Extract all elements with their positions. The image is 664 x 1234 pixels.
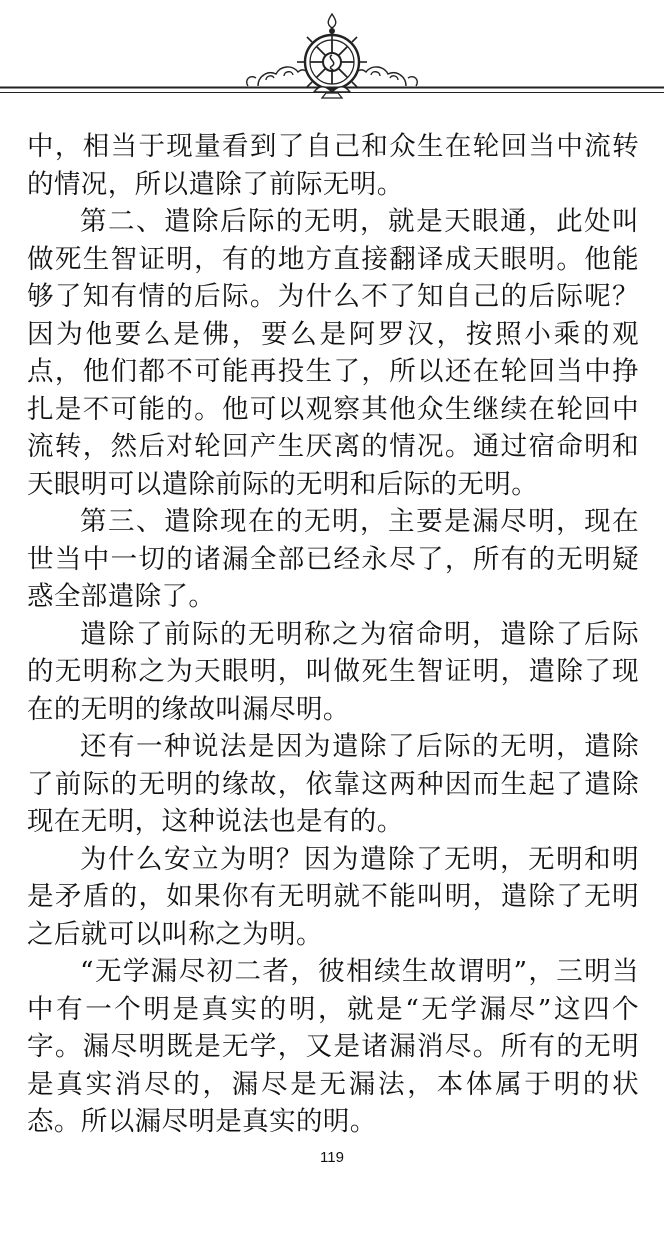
paragraph-6: 为什么安立为明？因为遣除了无明，无明和明是矛盾的，如果你有无明就不能叫明，遣除了无明之后就可以叫称之为明。	[27, 843, 639, 950]
paragraph-4: 遣除了前际的无明称之为宿命明，遣除了后际的无明称之为天眼明，叫做死生智证明，遣除了现在的无明的缘故叫漏尽明。	[27, 618, 639, 725]
page-body	[27, 128, 639, 1141]
page-number: 119	[320, 1149, 344, 1166]
paragraph-7: “无学漏尽初二者，彼相续生故谓明”，三明当中有一个明是真实的明，就是“无学漏尽”这四个字。漏尽明既是无学，又是诸漏消尽。所有的无明是真实消尽的，漏尽是无漏法，本体属于明的状态。所以漏尽明是真实的明。	[27, 956, 639, 1137]
paragraph-1: 中，相当于现量看到了自己和众生在轮回当中流转的情况，所以遣除了前际无明。	[27, 131, 639, 200]
paragraph-2: 第二、遣除后际的无明，就是天眼通，此处叫做死生智证明，有的地方直接翻译成天眼明。他能够了知有情的后际。为什么不了知自己的后际呢？因为他要么是佛，要么是阿罗汉，按照小乘的观点，他们都不可能再投生了，所以还在轮回当中挣扎是不可能的。他可以观察其他众生继续在轮回中流转，然后对轮回产生厌离的情况。通过宿命明和天眼明可以遣除前际的无明和后际的无明。	[27, 206, 639, 500]
right-cloud-icon	[356, 67, 417, 86]
left-cloud-icon	[247, 67, 308, 86]
paragraph-5: 还有一种说法是因为遣除了后际的无明，遣除了前际的无明的缘故，依靠这两种因而生起了遣除现在无明，这种说法也是有的。	[27, 731, 639, 837]
header-ornament	[0, 0, 664, 110]
paragraph-3: 第三、遣除现在的无明，主要是漏尽明，现在世当中一切的诸漏全部已经永尽了，所有的无明疑惑全部遣除了。	[27, 506, 639, 612]
dharma-wheel-icon	[297, 14, 367, 98]
page-header	[0, 0, 664, 110]
